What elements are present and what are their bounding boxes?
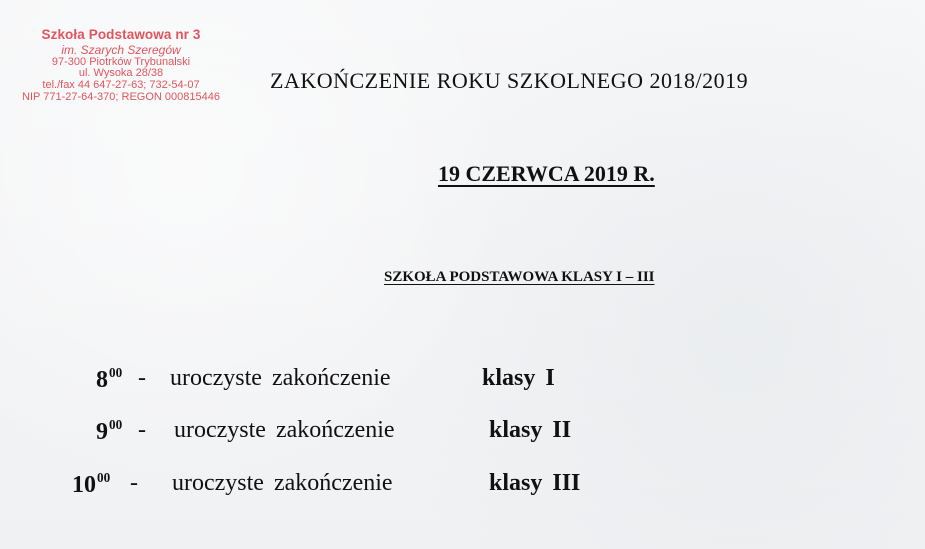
section-subtitle: SZKOŁA PODSTAWOWA KLASY I – III (384, 269, 655, 285)
event-date: 19 CZERWCA 2019 R. (438, 161, 655, 186)
schedule-hour: 8 (96, 366, 108, 393)
schedule-separator: - (138, 365, 146, 391)
schedule-description: uroczyste zakończenie (170, 365, 391, 391)
schedule-separator: - (138, 417, 146, 443)
school-stamp (12, 28, 230, 104)
schedule-separator: - (130, 470, 138, 496)
schedule-time (96, 417, 122, 446)
schedule-grade: klasy I (482, 365, 555, 391)
stamp-school-name: Szkoła Podstawowa nr 3 (41, 27, 201, 42)
stamp-patron: im. Szarych Szeregów (61, 42, 181, 57)
schedule-description: uroczyste zakończenie (174, 417, 395, 443)
schedule-grade: klasy II (489, 417, 572, 443)
schedule-description: uroczyste zakończenie (172, 470, 393, 496)
stamp-address: 97-300 Piotrków Trybunalski (51, 55, 191, 68)
schedule-hour: 10 (72, 471, 96, 498)
schedule-minutes: 00 (109, 417, 123, 432)
stamp-ids: NIP 771-27-64-370; REGON 000815446 (22, 91, 220, 104)
schedule-minutes: 00 (97, 470, 111, 485)
stamp-street: ul. Wysoka 28/38 (78, 67, 164, 80)
schedule-grade: klasy III (489, 470, 581, 496)
schedule-hour: 9 (96, 418, 108, 445)
schedule-time (72, 470, 110, 499)
schedule-minutes: 00 (109, 365, 123, 380)
schedule-time (96, 365, 122, 394)
document-title: ZAKOŃCZENIE ROKU SZKOLNEGO 2018/2019 (270, 68, 749, 93)
stamp-phone: tel./fax 44 647-27-63; 732-54-07 (42, 79, 200, 92)
